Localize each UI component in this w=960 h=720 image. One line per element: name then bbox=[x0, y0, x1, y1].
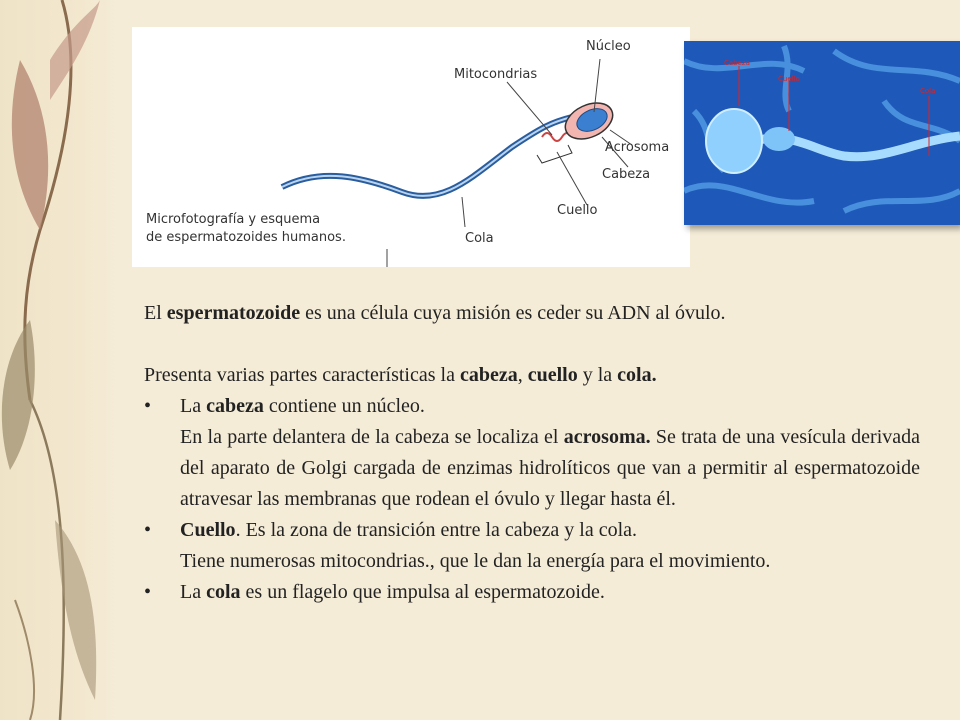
parts-sep-1: , bbox=[517, 364, 528, 386]
diagram-caption bbox=[146, 211, 346, 247]
parts-sep-2: y la bbox=[577, 364, 618, 386]
bullet-dot: • bbox=[144, 519, 152, 541]
bullet-cola bbox=[144, 577, 920, 608]
b1-detail-pre: En la parte delantera de la cabeza se localiza el bbox=[180, 426, 564, 448]
b1-detail-bold: acrosoma. bbox=[563, 426, 651, 448]
bullet-cuello-detail: Tiene numerosas mitocondrias., que le dan la energía para el movimiento. bbox=[180, 550, 771, 572]
micro-label-cuello: Cuello bbox=[778, 75, 800, 83]
b1-post: contiene un núcleo. bbox=[263, 395, 425, 417]
sperm-diagram bbox=[132, 27, 690, 267]
parts-cuello: cuello bbox=[527, 364, 578, 386]
label-acrosoma: Acrosoma bbox=[605, 140, 670, 155]
intro-pre: El bbox=[144, 302, 167, 324]
parts-pre: Presenta varias partes características la bbox=[144, 364, 460, 386]
bullet-dot: • bbox=[144, 581, 152, 603]
label-nucleo: Núcleo bbox=[586, 39, 631, 54]
bullet-cabeza bbox=[144, 391, 920, 422]
neck-bracket bbox=[537, 145, 572, 163]
parts-cola: cola. bbox=[617, 364, 657, 386]
intro-paragraph bbox=[144, 298, 920, 329]
parts-paragraph bbox=[144, 360, 920, 391]
intro-post: es una célula cuya misión es ceder su ADN al óvulo. bbox=[300, 302, 726, 324]
label-cola: Cola bbox=[465, 231, 494, 246]
caption-line-2: de espermatozoides humanos. bbox=[146, 230, 346, 245]
label-mitocondrias: Mitocondrias bbox=[454, 67, 538, 82]
micro-label-cola: Cola bbox=[920, 87, 936, 95]
intro-bold: espermatozoide bbox=[166, 302, 301, 324]
dried-leaves-decoration bbox=[0, 0, 130, 720]
label-cuello: Cuello bbox=[557, 203, 598, 218]
bullet-dot: • bbox=[144, 395, 152, 417]
b3-pre: La bbox=[180, 581, 207, 603]
b2-post: . Es la zona de transición entre la cabeza y la cola. bbox=[235, 519, 638, 541]
label-cabeza: Cabeza bbox=[602, 167, 651, 182]
body-text bbox=[144, 298, 920, 608]
bullet-cuello bbox=[144, 515, 920, 546]
b1-detail-post: Se trata de una vesícula derivada del aparato de Golgi cargada de enzimas hidrolíticos que van a permitir al espermatozoide atravesar las membranas que rodean el óvulo y llegar hasta él. bbox=[180, 426, 920, 510]
tail-shape bbox=[282, 117, 572, 196]
electron-micrograph bbox=[684, 41, 960, 225]
b3-bold: cola bbox=[206, 581, 241, 603]
b1-bold: cabeza bbox=[206, 395, 264, 417]
b2-bold: Cuello bbox=[180, 519, 236, 541]
bullet-cabeza-detail bbox=[144, 422, 920, 515]
parts-cabeza: cabeza bbox=[459, 364, 518, 386]
b1-pre: La bbox=[180, 395, 207, 417]
micro-label-cabeza: Cabeza bbox=[724, 59, 750, 67]
caption-line-1: Microfotografía y esquema bbox=[146, 212, 321, 227]
b3-post: es un flagelo que impulsa al espermatozoide. bbox=[240, 581, 605, 603]
